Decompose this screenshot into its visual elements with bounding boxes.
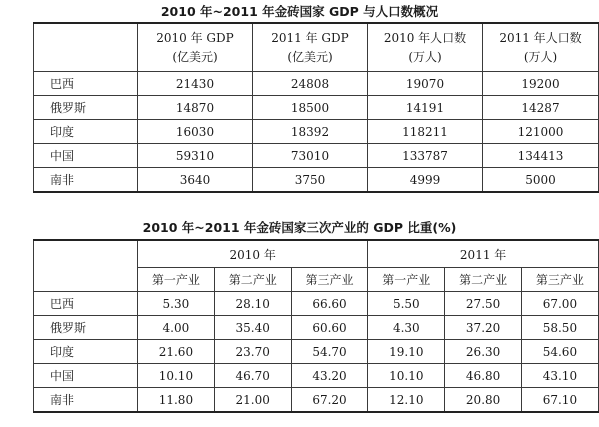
- header-unit: (亿美元): [172, 49, 218, 64]
- value-cell: 24808: [253, 72, 368, 96]
- value-cell: 21.00: [214, 388, 291, 413]
- value-cell: 67.10: [522, 388, 599, 413]
- country-label: 俄罗斯: [34, 96, 138, 120]
- value-cell: 67.20: [291, 388, 368, 413]
- header-unit: (亿美元): [287, 49, 333, 64]
- country-label: 印度: [34, 340, 138, 364]
- industry-header-cell: 第三产业: [291, 268, 368, 292]
- value-cell: 20.80: [445, 388, 522, 413]
- value-cell: 5.30: [138, 292, 215, 316]
- table-row: [34, 340, 599, 364]
- country-label: 中国: [34, 364, 138, 388]
- industry-header-cell: 第二产业: [445, 268, 522, 292]
- value-cell: 4.30: [368, 316, 445, 340]
- gdp-population-table: [33, 22, 599, 193]
- value-cell: 67.00: [522, 292, 599, 316]
- value-cell: 18392: [253, 120, 368, 144]
- value-cell: 37.20: [445, 316, 522, 340]
- value-cell: 26.30: [445, 340, 522, 364]
- value-cell: 66.60: [291, 292, 368, 316]
- value-cell: 19200: [483, 72, 599, 96]
- table-header-row: [34, 23, 599, 72]
- value-cell: 43.10: [522, 364, 599, 388]
- country-label: 印度: [34, 120, 138, 144]
- value-cell: 58.50: [522, 316, 599, 340]
- industry-header-cell: 第一产业: [138, 268, 215, 292]
- value-cell: 3750: [253, 168, 368, 193]
- value-cell: 35.40: [214, 316, 291, 340]
- table-row: [34, 168, 599, 193]
- header-line: 2010 年 GDP: [156, 30, 234, 45]
- value-cell: 43.20: [291, 364, 368, 388]
- header-cell: [483, 23, 599, 72]
- table-row: [34, 96, 599, 120]
- table-row: [34, 316, 599, 340]
- value-cell: 10.10: [138, 364, 215, 388]
- corner-cell: [34, 240, 138, 292]
- value-cell: 18500: [253, 96, 368, 120]
- value-cell: 4999: [368, 168, 483, 193]
- value-cell: 118211: [368, 120, 483, 144]
- value-cell: 59310: [138, 144, 253, 168]
- value-cell: 46.80: [445, 364, 522, 388]
- value-cell: 134413: [483, 144, 599, 168]
- industry-gdp-share-table: [33, 239, 599, 413]
- value-cell: 27.50: [445, 292, 522, 316]
- value-cell: 54.60: [522, 340, 599, 364]
- header-cell: [138, 23, 253, 72]
- industry-header-cell: 第一产业: [368, 268, 445, 292]
- header-unit: (万人): [408, 49, 442, 64]
- value-cell: 14287: [483, 96, 599, 120]
- value-cell: 11.80: [138, 388, 215, 413]
- value-cell: 23.70: [214, 340, 291, 364]
- table-row: [34, 364, 599, 388]
- value-cell: 5000: [483, 168, 599, 193]
- table-row: [34, 388, 599, 413]
- header-cell: [368, 23, 483, 72]
- value-cell: 54.70: [291, 340, 368, 364]
- header-unit: (万人): [523, 49, 558, 64]
- table1-title: 2010 年~2011 年金砖国家 GDP 与人口数概况: [160, 4, 439, 19]
- value-cell: 12.10: [368, 388, 445, 413]
- corner-cell: [34, 23, 138, 72]
- header-cell: [253, 23, 368, 72]
- value-cell: 28.10: [214, 292, 291, 316]
- value-cell: 19.10: [368, 340, 445, 364]
- value-cell: 60.60: [291, 316, 368, 340]
- value-cell: 16030: [138, 120, 253, 144]
- value-cell: 14870: [138, 96, 253, 120]
- table2-title: 2010 年~2011 年金砖国家三次产业的 GDP 比重(%): [142, 220, 457, 235]
- industry-header-cell: 第二产业: [214, 268, 291, 292]
- value-cell: 4.00: [138, 316, 215, 340]
- country-label: 南非: [34, 168, 138, 193]
- year-header-row: [34, 240, 599, 268]
- value-cell: 21.60: [138, 340, 215, 364]
- value-cell: 14191: [368, 96, 483, 120]
- value-cell: 46.70: [214, 364, 291, 388]
- header-line: 2011 年 GDP: [271, 30, 349, 45]
- value-cell: 3640: [138, 168, 253, 193]
- value-cell: 10.10: [368, 364, 445, 388]
- value-cell: 21430: [138, 72, 253, 96]
- value-cell: 133787: [368, 144, 483, 168]
- country-label: 巴西: [34, 72, 138, 96]
- value-cell: 121000: [483, 120, 599, 144]
- value-cell: 5.50: [368, 292, 445, 316]
- value-cell: 73010: [253, 144, 368, 168]
- table-row: [34, 72, 599, 96]
- header-line: 2011 年人口数: [499, 30, 582, 45]
- value-cell: 19070: [368, 72, 483, 96]
- country-label: 巴西: [34, 292, 138, 316]
- table-row: [34, 120, 599, 144]
- table-row: [34, 144, 599, 168]
- year-header-cell: 2010 年: [138, 240, 368, 268]
- year-header-cell: 2011 年: [368, 240, 598, 268]
- country-label: 俄罗斯: [34, 316, 138, 340]
- industry-header-cell: 第三产业: [522, 268, 599, 292]
- country-label: 中国: [34, 144, 138, 168]
- header-line: 2010 年人口数: [383, 30, 467, 45]
- table-row: [34, 292, 599, 316]
- country-label: 南非: [34, 388, 138, 413]
